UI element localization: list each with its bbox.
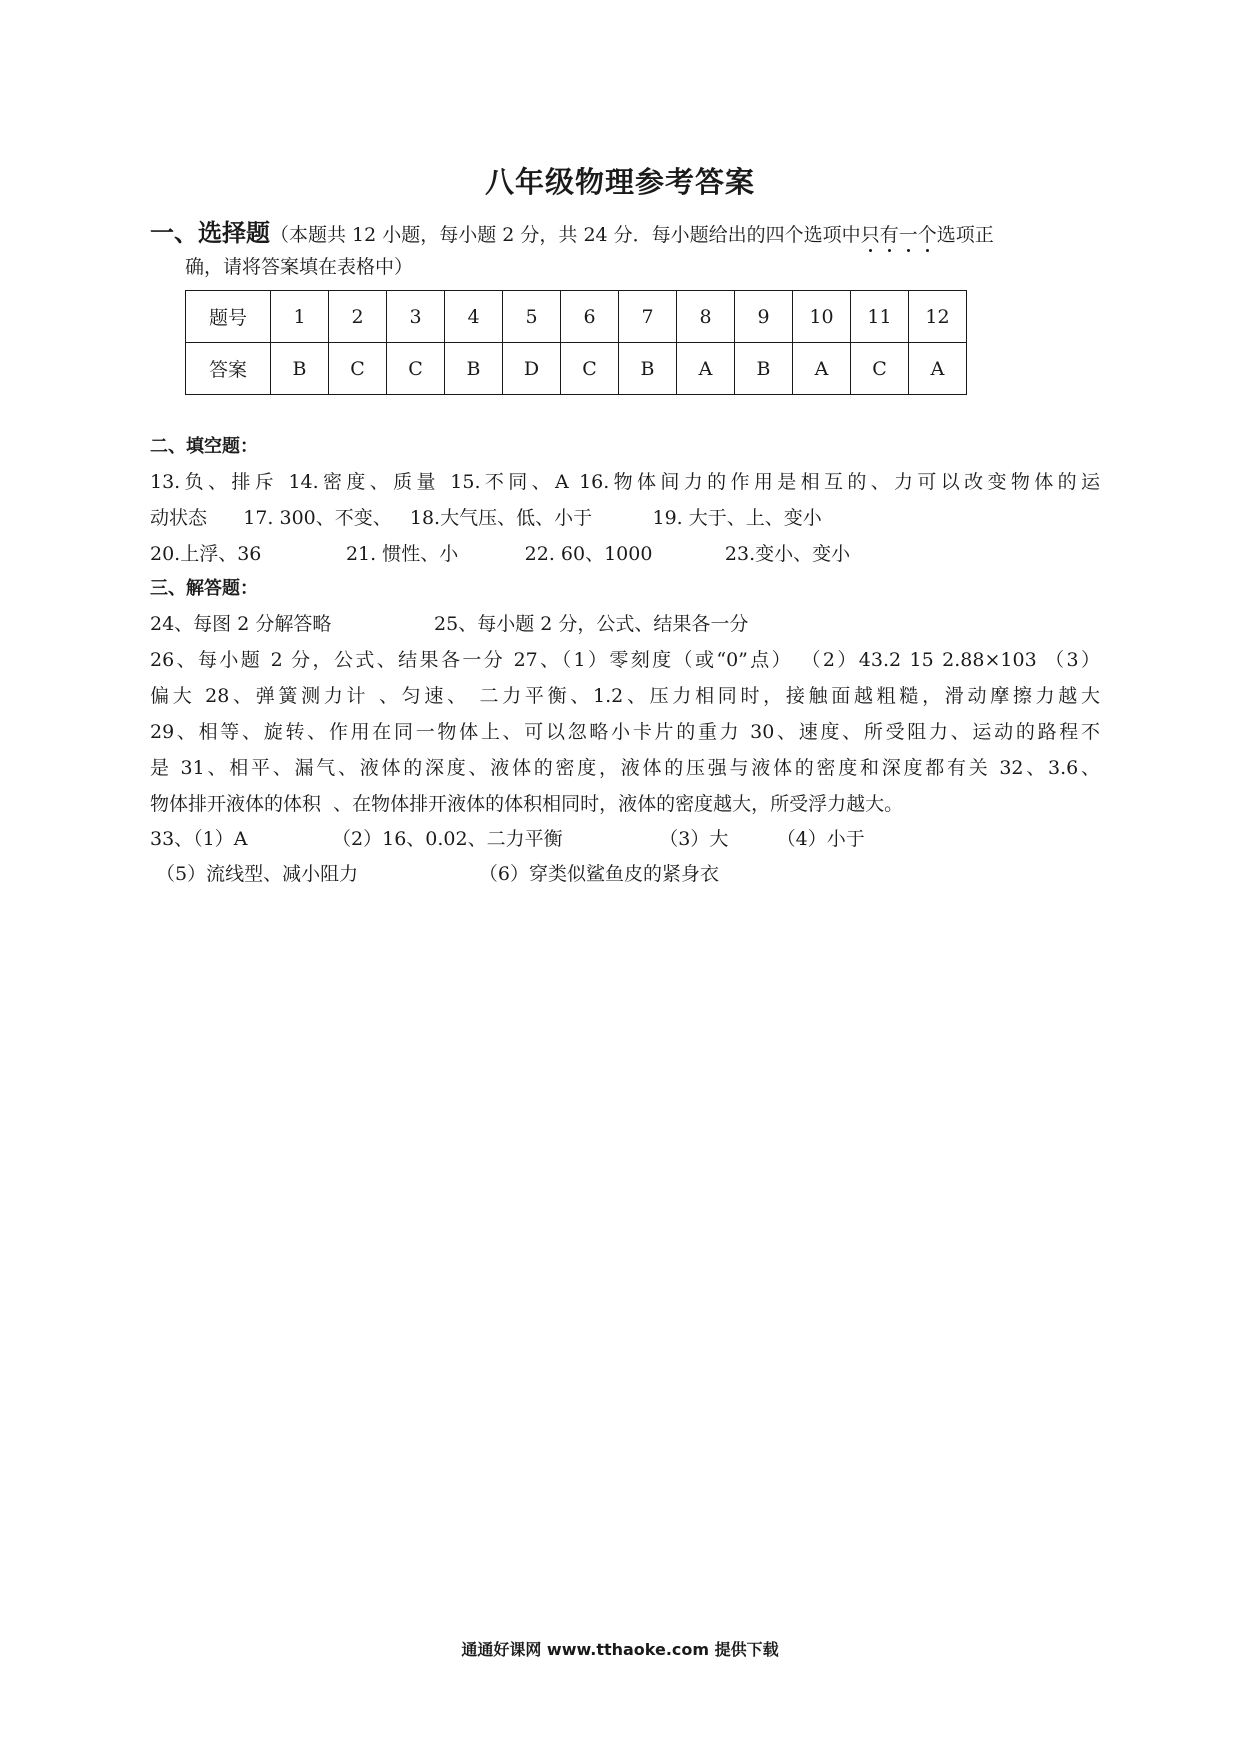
question-number-cell: 7 <box>619 291 677 343</box>
section1-label: 一、选择题 <box>150 218 270 247</box>
question-number-cell: 6 <box>561 291 619 343</box>
section1-description-end: 选项正 <box>936 224 994 246</box>
answer-line: 33、（1）A （2）16、0.02、二力平衡 （3）大 （4）小于 <box>150 828 865 850</box>
answer-cell: B <box>735 343 793 395</box>
question-number-cell: 3 <box>387 291 445 343</box>
answer-line: 24、每图 2 分解答略 25、每小题 2 分，公式、结果各一分 <box>150 613 749 635</box>
question-number-row <box>186 291 967 343</box>
answer-row <box>186 343 967 395</box>
answer-line: 物体排开液体的体积 、在物体排开液体的体积相同时，液体的密度越大，所受浮力越大。 <box>150 793 904 815</box>
question-number-cell: 12 <box>909 291 967 343</box>
question-number-cell: 8 <box>677 291 735 343</box>
answer-cell: C <box>561 343 619 395</box>
question-number-cell: 5 <box>503 291 561 343</box>
question-number-header: 题号 <box>186 291 271 343</box>
answer-cell: D <box>503 343 561 395</box>
question-number-cell: 11 <box>851 291 909 343</box>
emphasis-char: 个 <box>917 224 937 246</box>
answer-cell: A <box>677 343 735 395</box>
emphasis-char: 只 <box>860 224 880 246</box>
answer-cell: A <box>793 343 851 395</box>
question-number-cell: 2 <box>329 291 387 343</box>
answer-cell: C <box>387 343 445 395</box>
answer-table <box>185 290 967 395</box>
answer-cell: A <box>909 343 967 395</box>
answer-cell: B <box>445 343 503 395</box>
answer-cell: C <box>851 343 909 395</box>
section2-heading: 二、填空题： <box>150 436 258 457</box>
document-title: 八年级物理参考答案 <box>484 165 755 199</box>
question-number-cell: 10 <box>793 291 851 343</box>
answer-line: 29、相等、旋转、作用在同一物体上、可以忽略小卡片的重力 30、速度、所受阻力、运动的路程不 <box>150 721 1100 743</box>
emphasis-char: 一 <box>898 224 918 246</box>
answer-cell: B <box>619 343 677 395</box>
answer-line: 是 31、相平、漏气、液体的深度、液体的密度，液体的压强与液体的密度和深度都有关 32、3.6、 <box>150 757 1100 779</box>
question-number-cell: 1 <box>271 291 329 343</box>
answer-line: 20.上浮、36 21. 惯性、小 22. 60、1000 23.变小、变小 <box>150 543 851 565</box>
section1-description: （本题共 12 小题，每小题 2 分，共 24 分．每小题给出的四个选项中 <box>270 224 861 246</box>
answer-line: 动状态 17. 300、不变、 18.大气压、低、小于 19. 大于、上、变小 <box>150 507 822 529</box>
emphasis-char: 有 <box>879 224 899 246</box>
answers-body <box>150 430 1100 892</box>
answer-cell: B <box>271 343 329 395</box>
section1-heading <box>150 217 1110 283</box>
section3-heading: 三、解答题： <box>150 578 258 599</box>
answer-line: 偏大 28、弹簧测力计 、匀速、 二力平衡、1.2、压力相同时，接触面越粗糙，滑动摩擦力越大 <box>150 685 1100 707</box>
footer-credit: 通通好课网 www.tthaoke.com 提供下载 <box>461 1640 779 1659</box>
answer-line: 13.负、排斥 14.密度、质量 15.不同、A 16.物体间力的作用是相互的、力可以改变物体的运 <box>150 471 1100 493</box>
question-number-cell: 9 <box>735 291 793 343</box>
answer-cell: C <box>329 343 387 395</box>
answer-line: （5）流线型、减小阻力 （6）穿类似鲨鱼皮的紧身衣 <box>150 863 720 885</box>
answer-line: 26、每小题 2 分，公式、结果各一分 27、（1）零刻度（或“0”点） （2）43.2 15 2.88×103 （3） <box>150 649 1100 671</box>
question-number-cell: 4 <box>445 291 503 343</box>
section1-description-line2: 确，请将答案填在表格中） <box>185 256 414 278</box>
answer-header: 答案 <box>186 343 271 395</box>
